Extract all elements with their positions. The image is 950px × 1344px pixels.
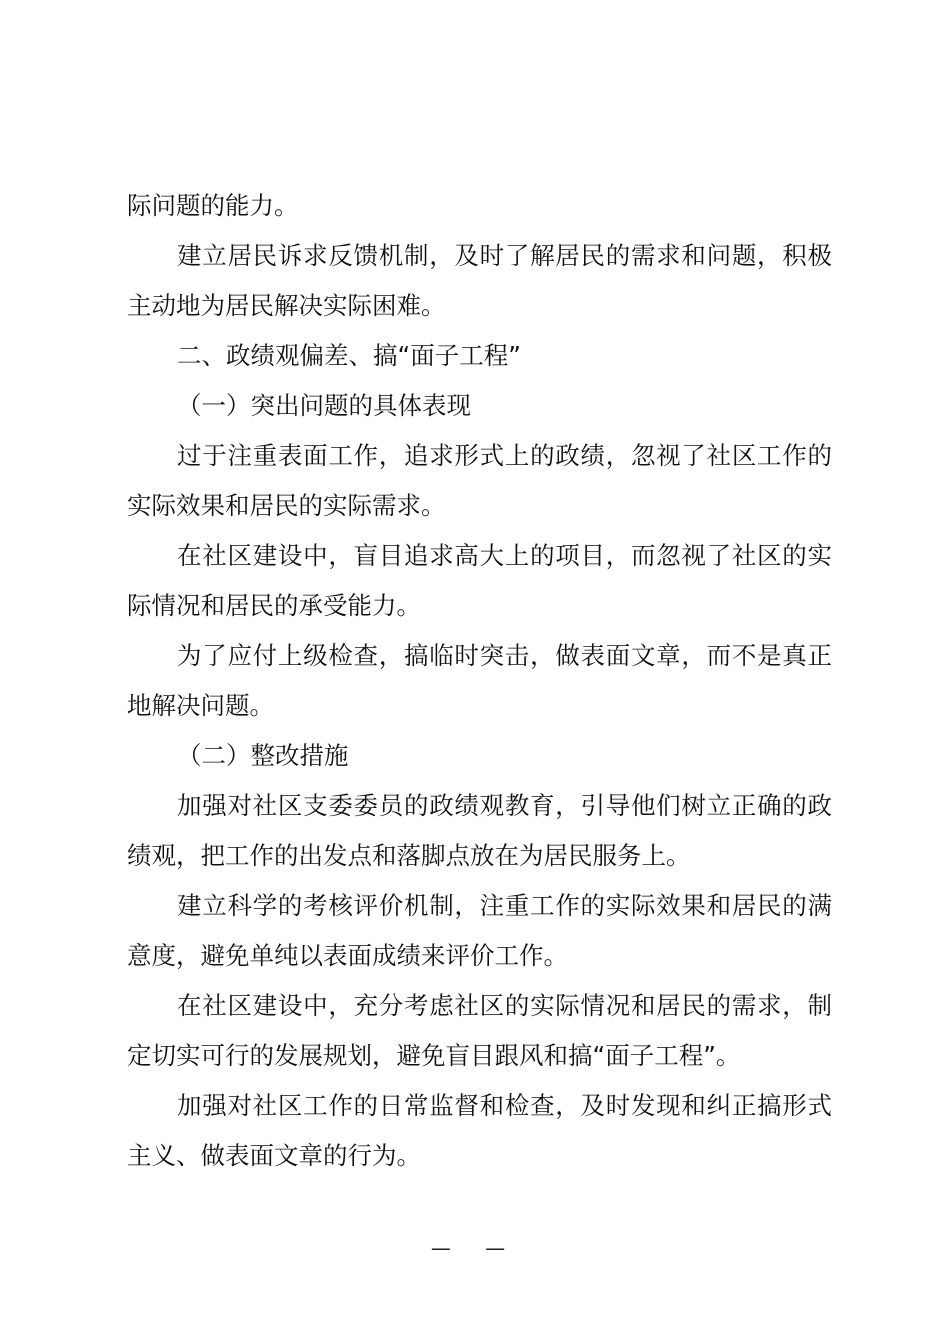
document-body	[127, 181, 832, 1181]
paragraph: 加强对社区支委委员的政绩观教育，引导他们树立正确的政绩观，把工作的出发点和落脚点放在为居民服务上。	[127, 791, 832, 870]
subsection-heading: （一）突出问题的具体表现	[177, 391, 471, 420]
paragraph: 过于注重表面工作，追求形式上的政绩，忽视了社区工作的实际效果和居民的实际需求。	[127, 441, 832, 520]
subsection-heading: （二）整改措施	[177, 741, 349, 770]
paragraph: 建立居民诉求反馈机制，及时了解居民的需求和问题，积极主动地为居民解决实际困难。	[127, 241, 832, 320]
paragraph: 在社区建设中，充分考虑社区的实际情况和居民的需求，制定切实可行的发展规划，避免盲目跟风和搞“面子工程”。	[127, 991, 832, 1070]
paragraph: 建立科学的考核评价机制，注重工作的实际效果和居民的满意度，避免单纯以表面成绩来评价工作。	[127, 891, 832, 970]
section-heading: 二、政绩观偏差、搞“面子工程”	[177, 341, 521, 370]
paragraph: 加强对社区工作的日常监督和检查，及时发现和纠正搞形式主义、做表面文章的行为。	[127, 1091, 832, 1170]
paragraph: 在社区建设中，盲目追求高大上的项目，而忽视了社区的实际情况和居民的承受能力。	[127, 541, 832, 620]
paragraph-continuation: 际问题的能力。	[127, 191, 299, 220]
paragraph: 为了应付上级检查，搞临时突击，做表面文章，而不是真正地解决问题。	[127, 641, 832, 720]
page-footer-marker: — —	[430, 1236, 520, 1260]
